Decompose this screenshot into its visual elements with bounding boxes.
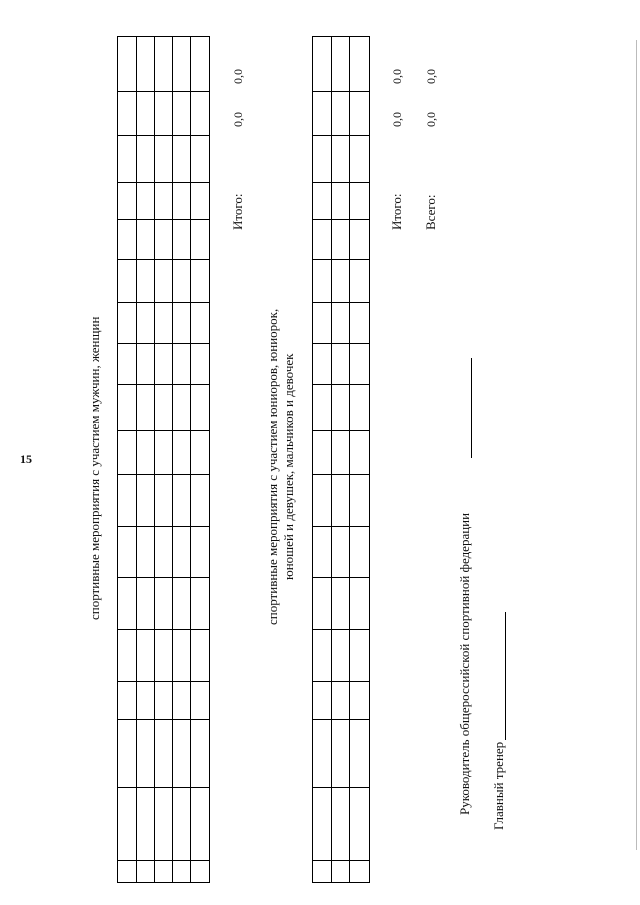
grand-total-label: Всего: [423,194,438,230]
section2-total-2: 0,0 [390,69,404,84]
page-number: 15 [20,452,32,466]
table-1 [117,36,210,883]
scan-edge [636,40,637,850]
section2-total-label: Итого: [389,193,404,230]
table-2 [312,36,370,883]
section2-heading-line2: юношей и девушек, мальчиков и девочек [281,353,296,580]
coach-signature-line [505,612,506,740]
section1-heading: спортивные мероприятия с участием мужчин, женщин [87,316,102,620]
head-signature-line [471,358,472,458]
grand-total-1: 0,0 [424,112,438,127]
coach-signature-label: Главный тренер [491,741,506,830]
section1-total-label: Итого: [230,193,245,230]
section1-total-1: 0,0 [231,112,245,127]
section1-total-2: 0,0 [231,69,245,84]
grand-total-2: 0,0 [424,69,438,84]
head-signature-label: Руководитель общероссийской спортивной федерации [457,512,472,815]
section2-total-1: 0,0 [390,112,404,127]
section2-heading-line1: спортивные мероприятия с участием юниоров, юниорок, [265,308,280,625]
